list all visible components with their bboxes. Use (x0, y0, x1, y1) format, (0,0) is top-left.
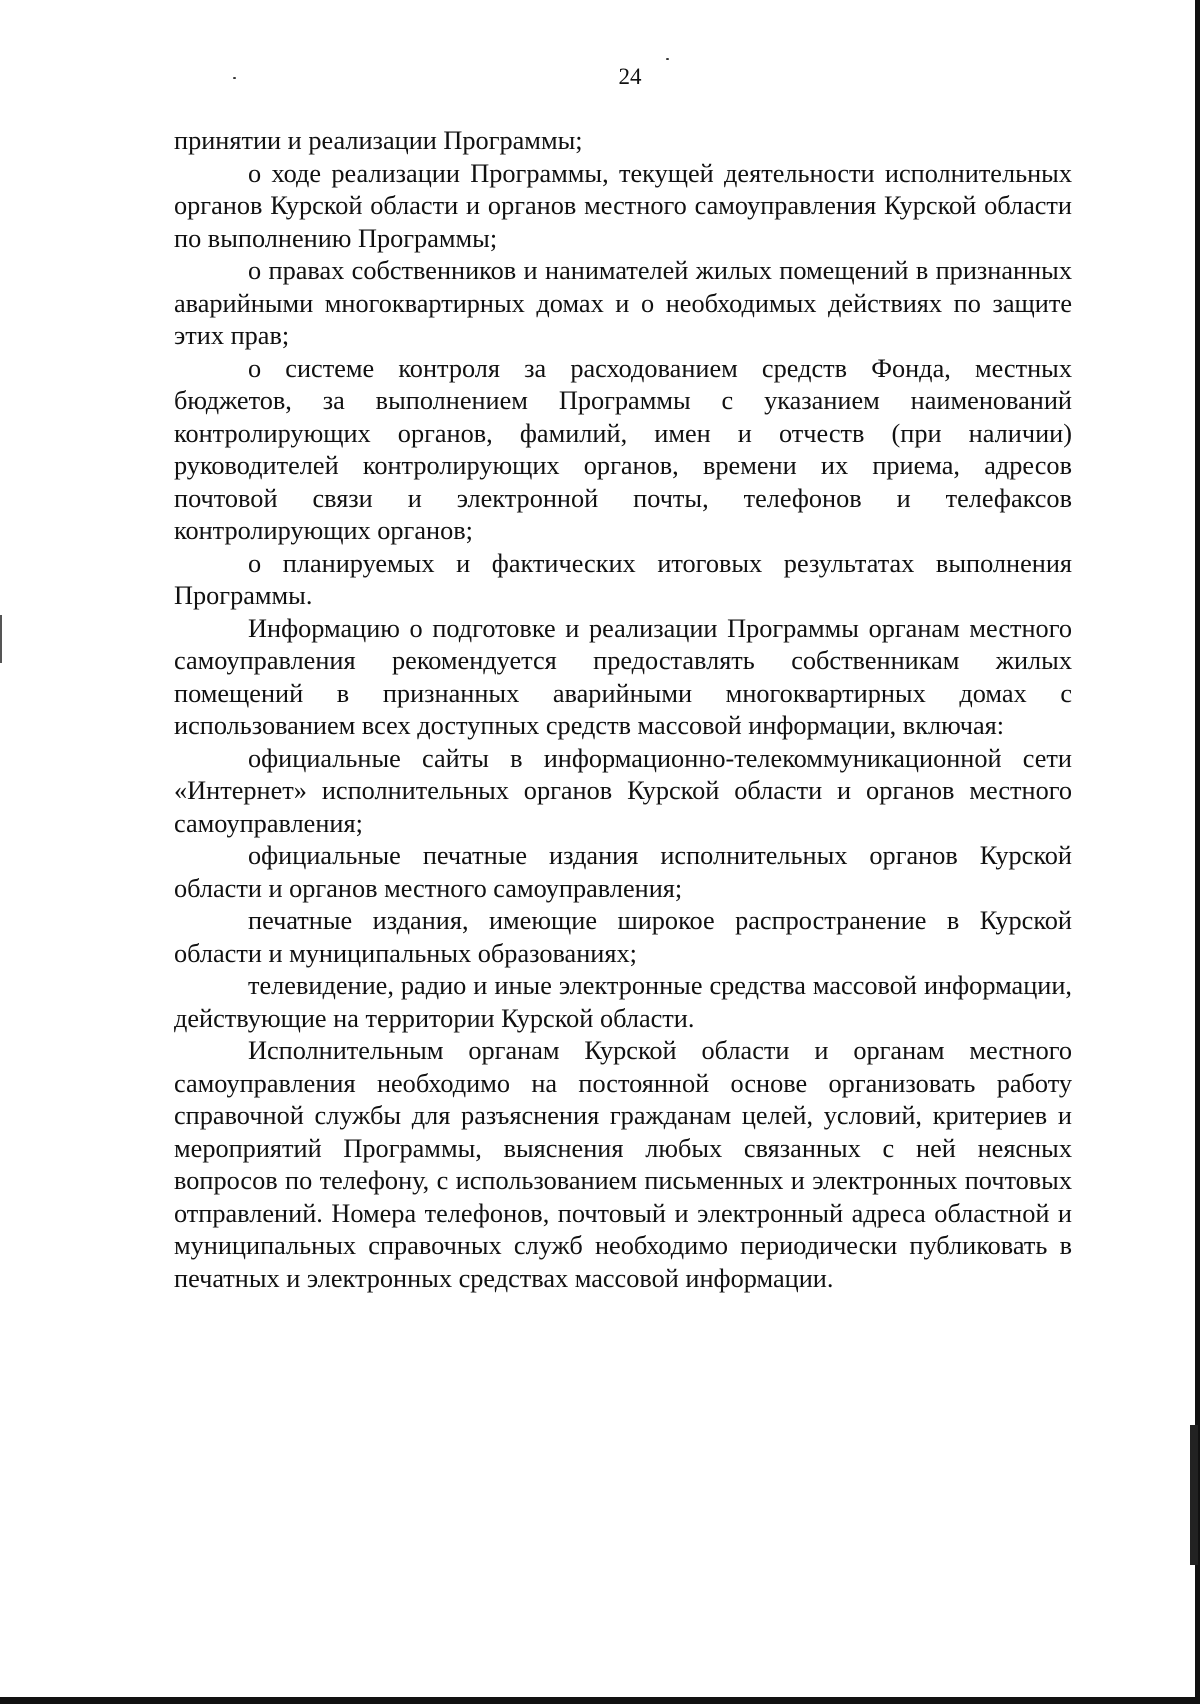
paragraph: о ходе реализации Программы, текущей деятельности исполнительных органов Курской области и органов местного самоуправления Курской области по выполнению Программы; (174, 158, 1072, 253)
paragraph: официальные сайты в информационно-телекоммуникационной сети «Интернет» исполнительных органов Курской области и органов местного самоуправления; (174, 743, 1072, 838)
scan-bottom-edge (0, 1697, 1200, 1704)
document-body (174, 125, 1072, 1295)
paragraph: принятии и реализации Программы; (174, 126, 583, 155)
paragraph: официальные печатные издания исполнительных органов Курской области и органов местного самоуправления; (174, 841, 1072, 903)
scan-speck (666, 58, 669, 60)
paragraph: печатные издания, имеющие широкое распространение в Курской области и муниципальных образованиях; (174, 906, 1072, 968)
paragraph: о системе контроля за расходованием средств Фонда, местных бюджетов, за выполнением Программы с указанием наименований контролирующих органов, фамилий, имен и отчеств (при наличии) руководителей контролирующих органов, времени их приема, адресов почтовой связи и электронной почты, телефонов и телефаксов контролирующих органов; (174, 353, 1072, 545)
paragraph: Исполнительным органам Курской области и органам местного самоуправления необходимо на постоянной основе организовать работу справочной службы для разъяснения гражданам целей, условий, критериев и мероприятий Программы, выяснения любых связанных с ней неясных вопросов по телефону, с использованием письменных и электронных почтовых отправлений. Номера телефонов, почтовый и электронный адреса областной и муниципальных справочных служб необходимо периодически публиковать в печатных и электронных средствах массовой информации. (174, 1036, 1072, 1293)
paragraph: о правах собственников и нанимателей жилых помещений в признанных аварийными многоквартирных домах и о необходимых действиях по защите этих прав; (174, 256, 1072, 350)
scan-right-edge (1190, 1425, 1198, 1565)
paragraph: о планируемых и фактических итоговых результатах выполнения Программы. (174, 548, 1072, 610)
page-number: 24 (618, 64, 642, 89)
scan-edge-mark (0, 615, 2, 663)
paragraph: телевидение, радио и иные электронные средства массовой информации, действующие на территории Курской области. (174, 971, 1072, 1033)
paragraph: Информацию о подготовке и реализации Программы органам местного самоуправления рекомендуется предоставлять собственникам жилых помещений в признанных аварийными многоквартирных домах с использованием всех доступных средств массовой информации, включая: (174, 613, 1072, 740)
